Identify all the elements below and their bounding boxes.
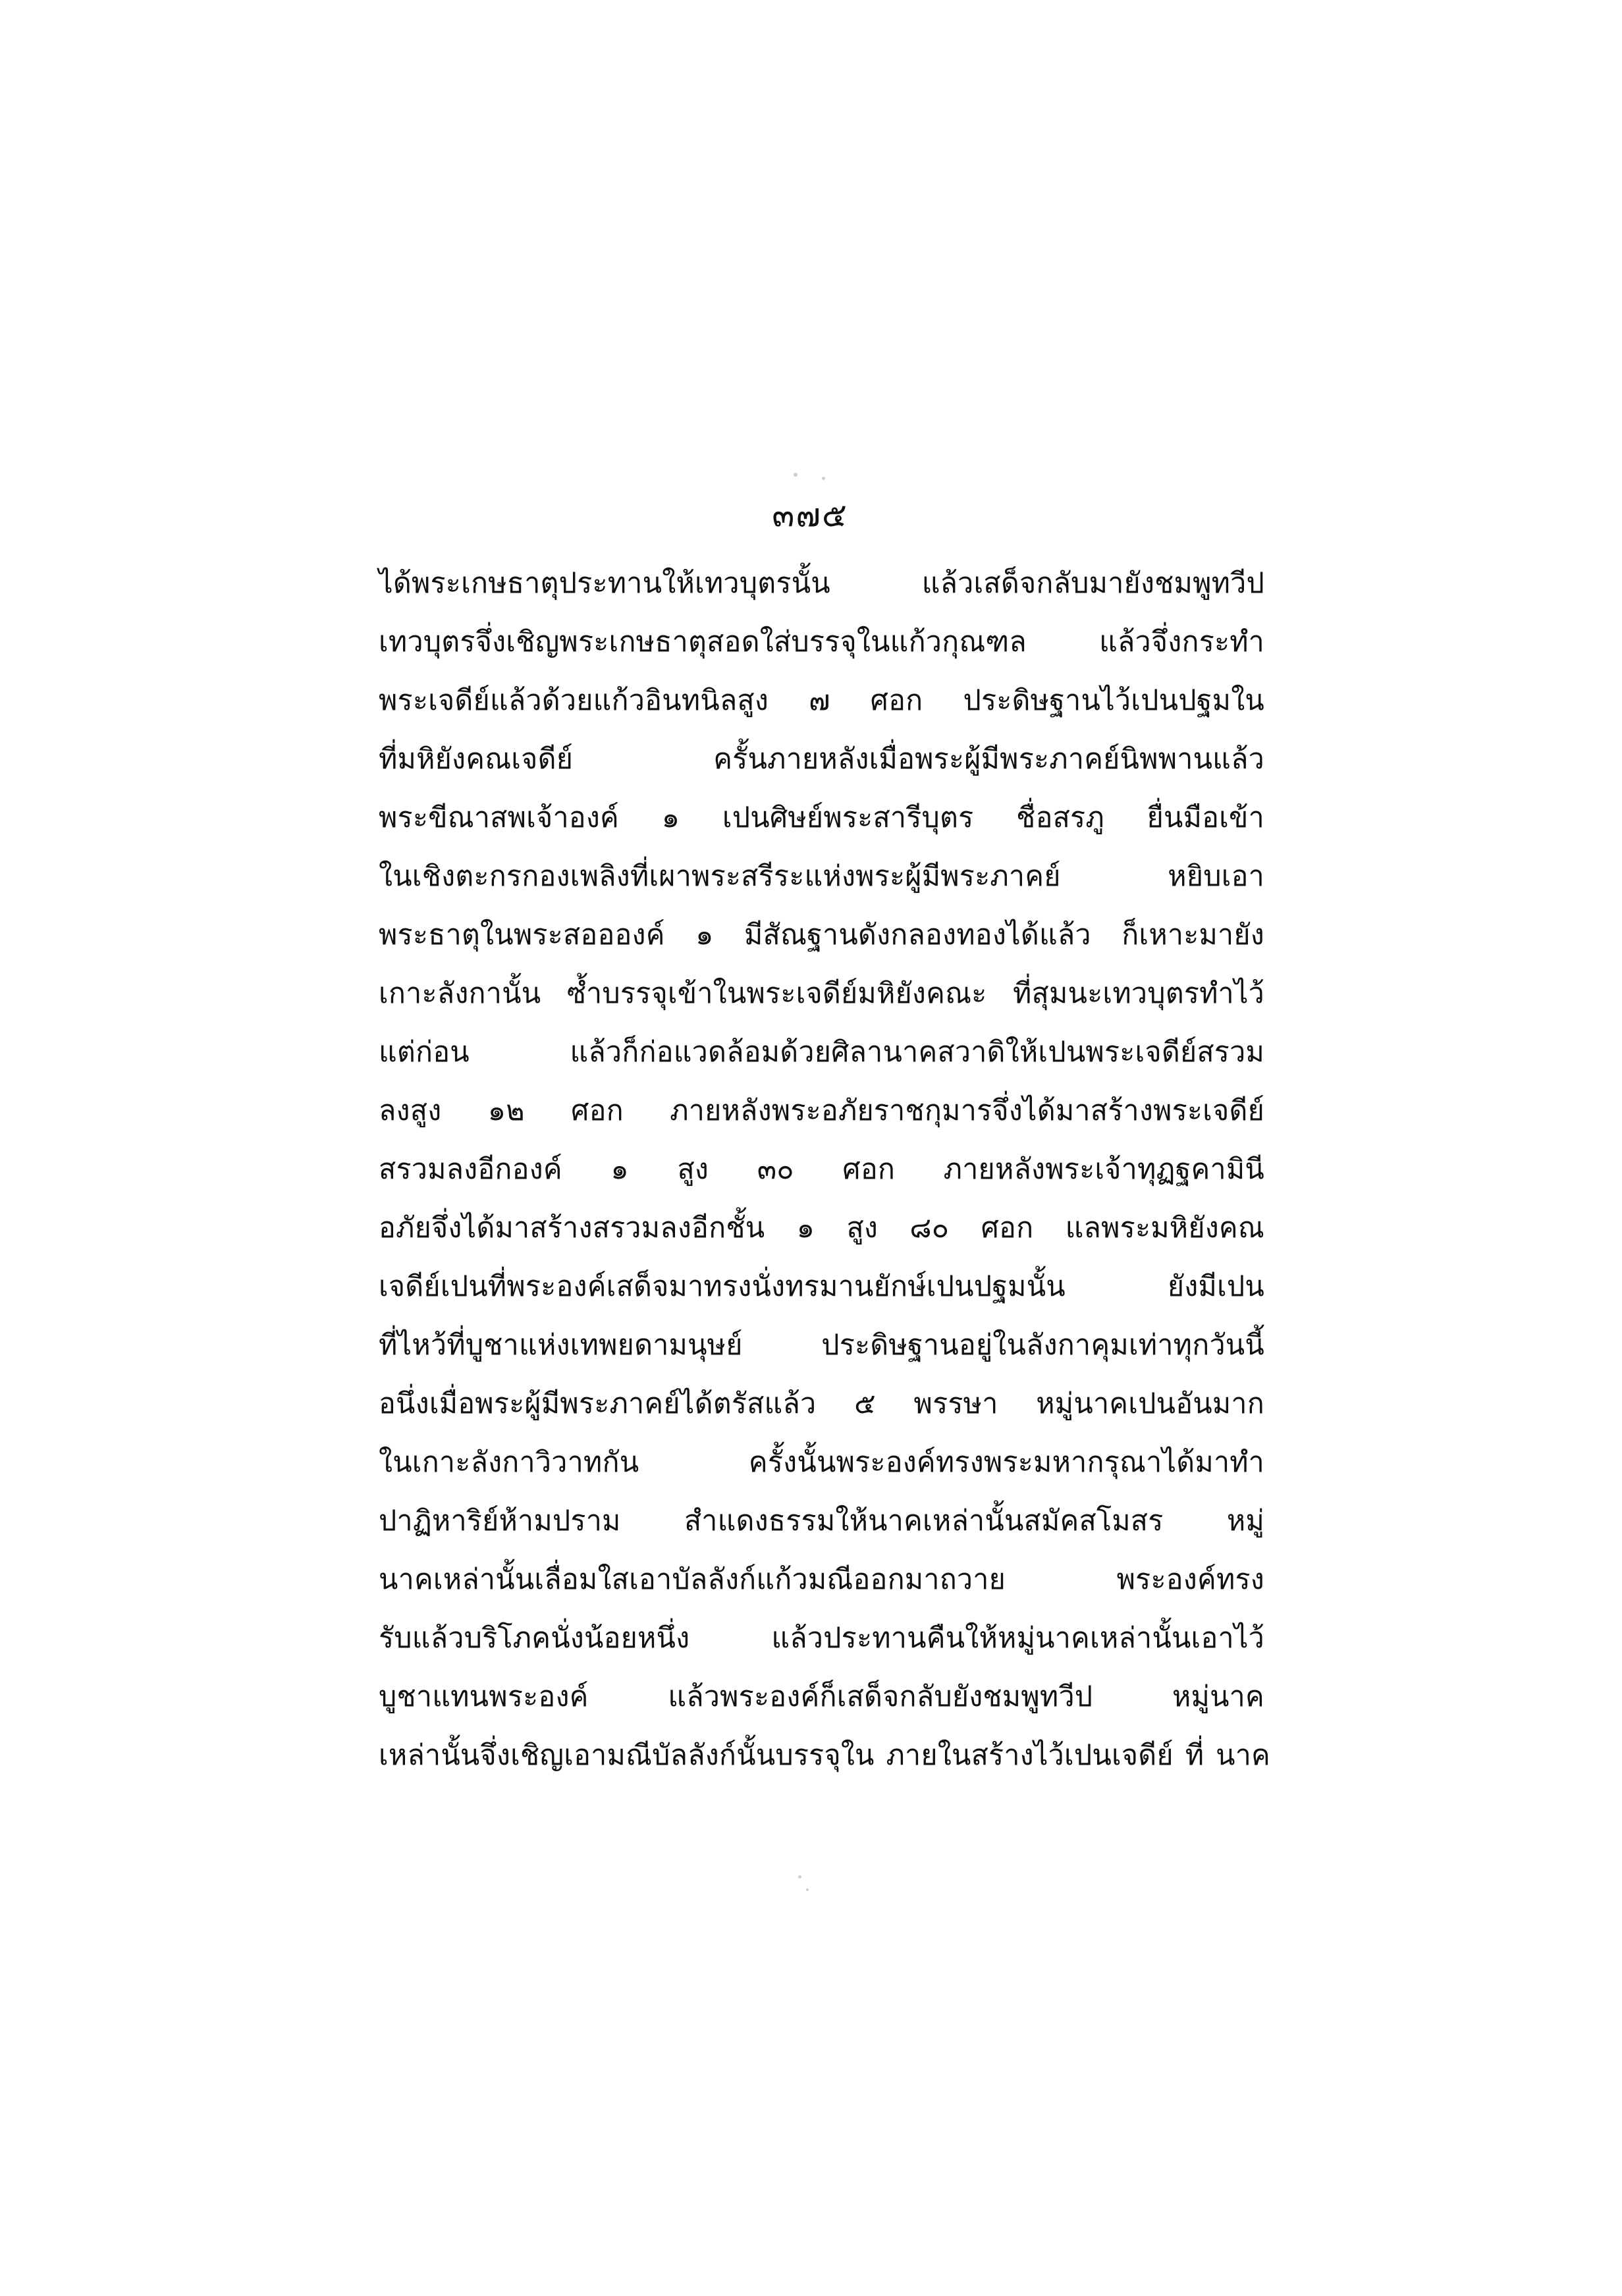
scan-speck (822, 477, 825, 480)
text-line: บูชาแทนพระองค์ แล้วพระองค์ก็เสด็จกลับยังชมพูทวีป หมู่นาค (379, 1680, 1264, 1713)
scan-speck (794, 473, 797, 477)
text-line: เหล่านั้นจึ่งเชิญเอามณีบัลลังก์นั้นบรรจุใน ภายในสร้างไว้เปนเจดีย์ ที่ นาค (379, 1739, 1271, 1772)
text-line: ในเชิงตะกรกองเพลิงที่เผาพระสรีระแห่งพระผู้มีพระภาคย์ หยิบเอา (379, 860, 1264, 893)
text-line: ที่ไหว้ที่บูชาแห่งเทพยดามนุษย์ ประดิษฐานอยู่ในลังกาคุมเท่าทุกวันนี้ (379, 1329, 1264, 1362)
text-line: อนึ่งเมื่อพระผู้มีพระภาคย์ได้ตรัสแล้ว ๕ พรรษา หมู่นาคเปนอันมาก (379, 1387, 1264, 1420)
text-line: พระขีณาสพเจ้าองค์ ๑ เปนศิษย์พระสารีบุตร ชื่อสรภู ยื่นมือเข้า (379, 801, 1264, 834)
body-text (379, 554, 1271, 1785)
text-line: เกาะลังกานั้น ซ้ำบรรจุเข้าในพระเจดีย์มหิยังคณะ ที่สุมนะเทวบุตรทำไว้ (379, 977, 1264, 1010)
scan-speck (798, 1875, 801, 1879)
text-line: เทวบุตรจึ่งเชิญพระเกษธาตุสอดใส่บรรจุในแก้วกุณฑล แล้วจึ่งกระทำ (379, 626, 1264, 658)
text-line: แต่ก่อน แล้วก็ก่อแวดล้อมด้วยศิลานาคสวาดิให้เปนพระเจดีย์สรวม (379, 1036, 1264, 1069)
page-number: ๓๗๕ (772, 496, 848, 534)
text-line: สรวมลงอีกองค์ ๑ สูง ๓๐ ศอก ภายหลังพระเจ้าทุฏฐคามินี (379, 1153, 1264, 1186)
text-line: ในเกาะลังกาวิวาทกัน ครั้งนั้นพระองค์ทรงพระมหากรุณาได้มาทำ (379, 1446, 1264, 1479)
text-line: ได้พระเกษธาตุประทานให้เทวบุตรนั้น แล้วเสด็จกลับมายังชมพูทวีป (379, 567, 1264, 600)
text-line: ที่มหิยังคณเจดีย์ ครั้นภายหลังเมื่อพระผู้มีพระภาคย์นิพพานแล้ว (379, 743, 1264, 776)
scan-speck (806, 1888, 809, 1891)
text-line: รับแล้วบริโภคนั่งน้อยหนึ่ง แล้วประทานคืนให้หมู่นาคเหล่านั้นเอาไว้ (379, 1622, 1264, 1655)
text-line: พระธาตุในพระสออองค์ ๑ มีสัณฐานดังกลองทองได้แล้ว ก็เหาะมายัง (379, 919, 1264, 951)
text-line: ลงสูง ๑๒ ศอก ภายหลังพระอภัยราชกุมารจึ่งได้มาสร้างพระเจดีย์ (379, 1094, 1264, 1127)
text-line: ปาฏิหาริย์ห้ามปราม สำแดงธรรมให้นาคเหล่านั้นสมัคสโมสร หมู่ (379, 1505, 1264, 1537)
text-line: พระเจดีย์แล้วด้วยแก้วอินทนิลสูง ๗ ศอก ประดิษฐานไว้เปนปฐมใน (379, 684, 1264, 717)
text-line: อภัยจึ่งได้มาสร้างสรวมลงอีกชั้น ๑ สูง ๘๐ ศอก แลพระมหิยังคณ (379, 1212, 1264, 1244)
text-line: นาคเหล่านั้นเลื่อมใสเอาบัลลังก์แก้วมณีออกมาถวาย พระองค์ทรง (379, 1563, 1264, 1596)
text-line: เจดีย์เปนที่พระองค์เสด็จมาทรงนั่งทรมานยักษ์เปนปฐมนั้น ยังมีเปน (379, 1270, 1264, 1303)
